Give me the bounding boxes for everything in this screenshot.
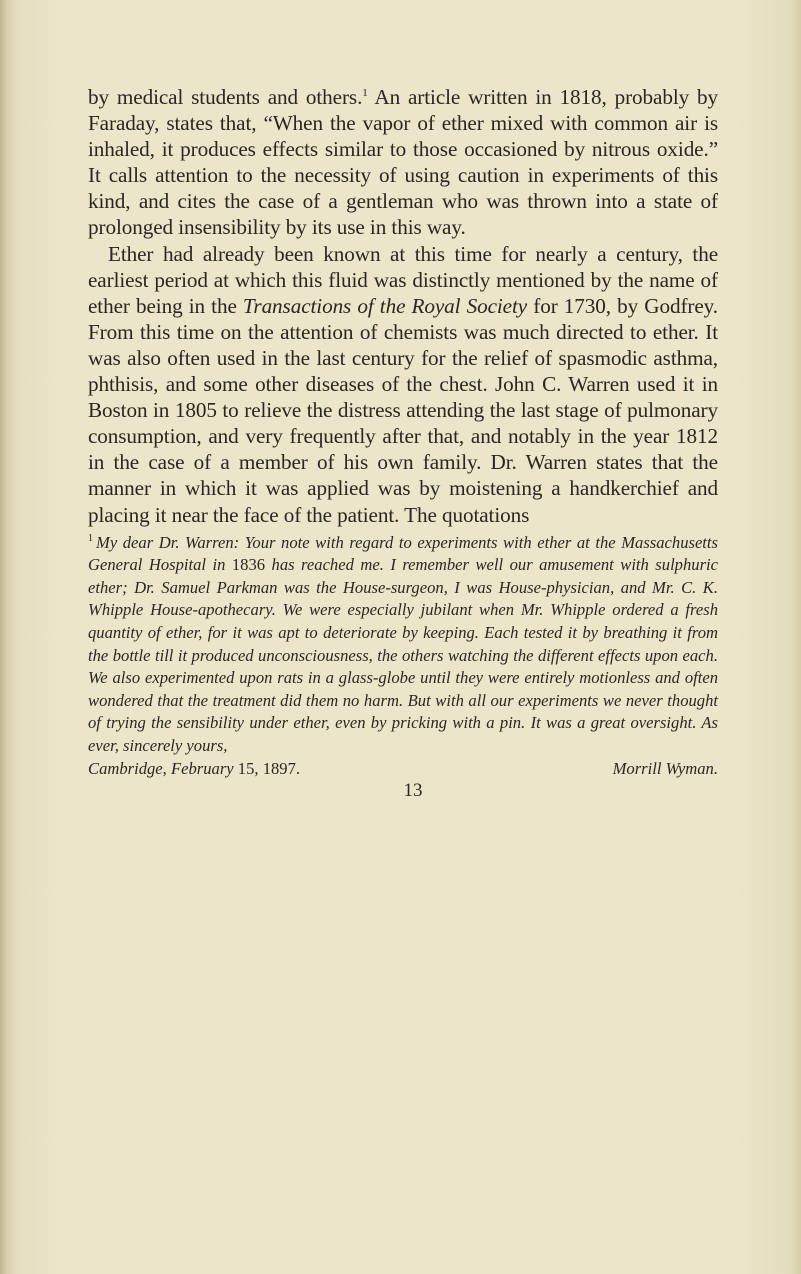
signature: Morrill Wyman. [612,758,718,778]
footnote-signoff [88,758,718,781]
paragraph-1-text-a: by medical students and others. [88,85,363,109]
paragraph-2-text-b: for 1730, by Godfrey. From this time on the attention of chemists was much directed to ether. It was also often used in the last century for the relief of spasmodic asthma, phthisis, and some other diseases of the chest. John C. Warren used it in Boston in 1805 to relieve the distress attending the last stage of pulmonary consumption, and very frequently after that, and notably in the year 1812 in the case of a member of his own family. Dr. Warren states that the manner in which it was applied was by moistening a handkerchief and placing it near the face of the patient. The quotations [88,293,718,527]
paragraph-2-text-a: Ether had already been known at this time for nearly a century, the earliest period at which this fluid was distinctly mentioned by the name of ether being in the [88,241,718,318]
footnote-year: 1836 [231,555,266,575]
paragraph-2 [88,241,718,528]
place-date [88,758,300,781]
footnote-number: 1 [88,533,93,545]
footnote [88,532,718,758]
footnote-text-a: My dear Dr. Warren: Your note with regard to experiments with ether at the Massachusetts General Hospital in [88,532,718,575]
paragraph-1-text-b: An article written in 1818, probably by Faraday, states that, “When the vapor of ether mixed with common air is inhaled, it produces effects similar to those occasioned by nitrous oxide.” It calls attention to the necessity of using caution in experiments of this kind, and cites the case of a gentleman who was thrown into a state of prolonged insensibility by its use in this way. [88,85,718,240]
journal-title: Transactions of the Royal Society [242,293,528,318]
place-date-text: Cambridge, February [88,758,238,778]
footnote-reference: 1 [362,86,368,99]
body-text [88,84,718,528]
page-number: 13 [403,780,423,802]
footnote-text-b: has reached me. I remember well our amusement with sulphuric ether; Dr. Samuel Parkman was the House-surgeon, I was House-physician, and Mr. C. K. Whipple House-apothecary. We were especially jubilant when Mr. Whipple ordered a fresh quantity of ether, for it was apt to deteriorate by keeping. Each tested it by breathing it from the bottle till it produced unconsciousness, the others watching the different effects upon each. We also experimented upon rats in a glass-globe until they were entirely motionless and often wondered that the treatment did them no harm. But with all our experiments we never thought of trying the sensibility under ether, even by pricking with a pin. It was a great oversight. As ever, sincerely yours, [88,555,718,755]
date-numbers: 15, 1897. [237,758,301,778]
paragraph-1 [88,84,718,241]
page-content [88,84,718,802]
